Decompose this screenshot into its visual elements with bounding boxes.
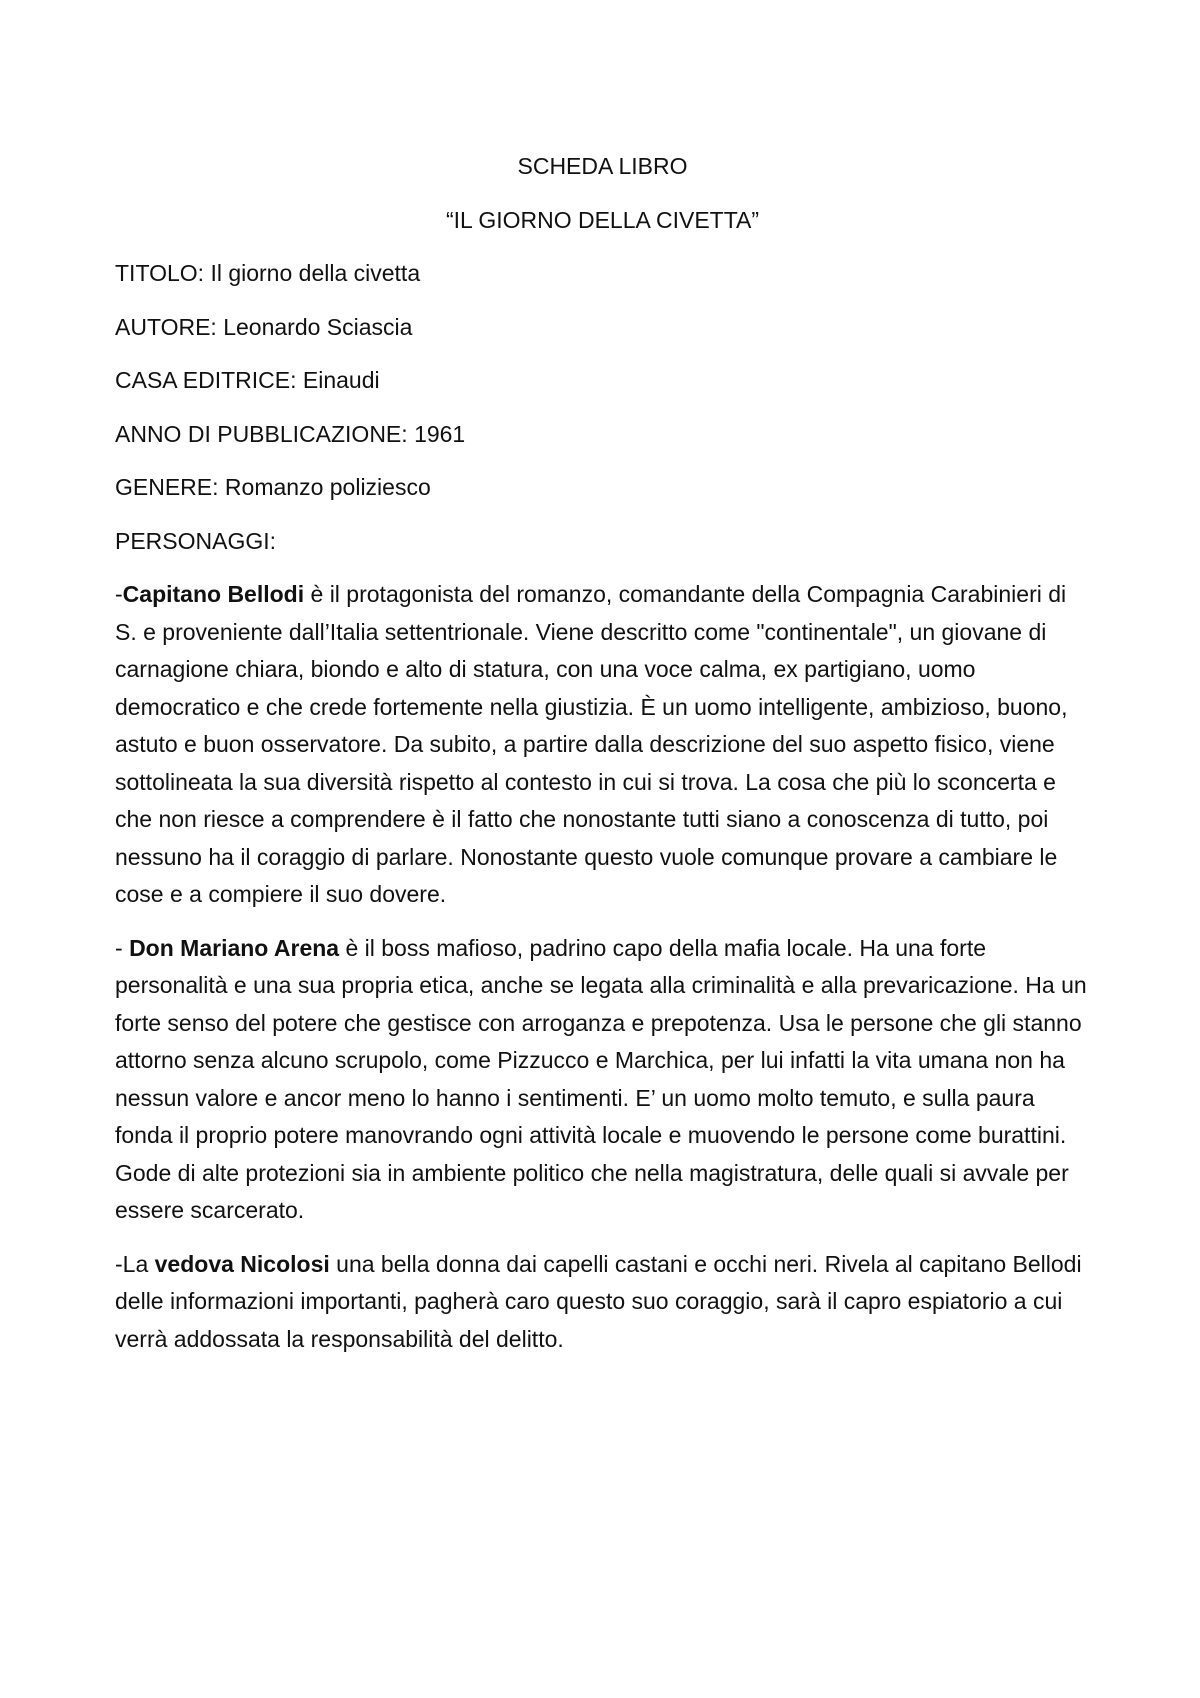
field-value: 1961 — [414, 420, 466, 447]
document-subtitle: “IL GIORNO DELLA CIVETTA” — [445, 206, 760, 233]
character-prefix: - — [115, 581, 123, 607]
document-title: SCHEDA LIBRO — [517, 153, 688, 179]
field-label: TITOLO: — [115, 260, 205, 286]
field-label: GENERE: — [115, 474, 219, 500]
characters-heading: PERSONAGGI: — [115, 527, 277, 554]
character-description: una bella donna dai capelli castani e occhi neri. Rivela al capitano Bellodi delle informazioni importanti, pagherà caro questo suo coraggio, sarà il capro espiatorio a cui verrà addossata la responsabilità del delitto. — [115, 1250, 1082, 1352]
field-anno-pubblicazione — [115, 416, 1090, 454]
field-value: Leonardo Sciascia — [223, 313, 413, 340]
character-paragraph-nicolosi — [115, 1246, 1090, 1359]
field-value: Romanzo poliziesco — [224, 474, 431, 500]
character-name: vedova Nicolosi — [154, 1250, 330, 1277]
character-description: è il protagonista del romanzo, comandante della Compagnia Carabinieri di S. e proveniente dall’Italia settentrionale. Viene descritto come "continentale", un giovane di carnagione chiara, biondo e alto di statura, con una voce calma, ex partigiano, uomo democratico e che crede fortemente nella giustizia. È un uomo intelligente, ambizioso, buono, astuto e buon osservatore. Da subito, a partire dalla descrizione del suo aspetto fisico, viene sottolineata la sua diversità rispetto al contesto in cui si trova. La cosa che più lo sconcerta e che non riesce a comprendere è il fatto che nonostante tutti siano a conoscenza di tutto, poi nessuno ha il coraggio di parlare. Nonostante questo vuole comunque provare a cambiare le cose e a compiere il suo dovere. — [115, 581, 1068, 907]
field-value: Einaudi — [302, 367, 380, 393]
field-label: AUTORE: — [115, 313, 217, 340]
character-description: è il boss mafioso, padrino capo della mafia locale. Ha una forte personalità e una sua propria etica, anche se legata alla criminalità e alla prevaricazione. Ha un forte senso del potere che gestisce con arroganza e prepotenza. Usa le persone che gli stanno attorno senza alcuno scrupolo, come Pizzucco e Marchica, per lui infatti la vita umana non ha nessun valore e ancor meno lo hanno i sentimenti. E’ un uomo molto temuto, e sulla paura fonda il proprio potere manovrando ogni attività locale e muovendo le persone come burattini. Gode di alte protezioni sia in ambiente politico che nella magistratura, delle quali si avvale per essere scarcerato. — [115, 934, 1087, 1223]
character-paragraph-arena — [115, 930, 1090, 1230]
field-autore — [115, 309, 1090, 347]
document-content — [115, 148, 1090, 1374]
character-prefix: -La — [115, 1250, 155, 1277]
character-name: Don Mariano Arena — [129, 934, 340, 961]
field-titolo — [115, 255, 1090, 293]
field-label: ANNO DI PUBBLICAZIONE: — [115, 420, 408, 447]
character-paragraph-bellodi — [115, 576, 1090, 914]
character-name: Capitano Bellodi — [122, 581, 305, 607]
field-genere — [115, 469, 1090, 507]
field-label: CASA EDITRICE: — [115, 367, 297, 393]
field-casa-editrice — [115, 362, 1090, 400]
character-prefix: - — [115, 934, 130, 961]
field-value: Il giorno della civetta — [210, 260, 421, 286]
